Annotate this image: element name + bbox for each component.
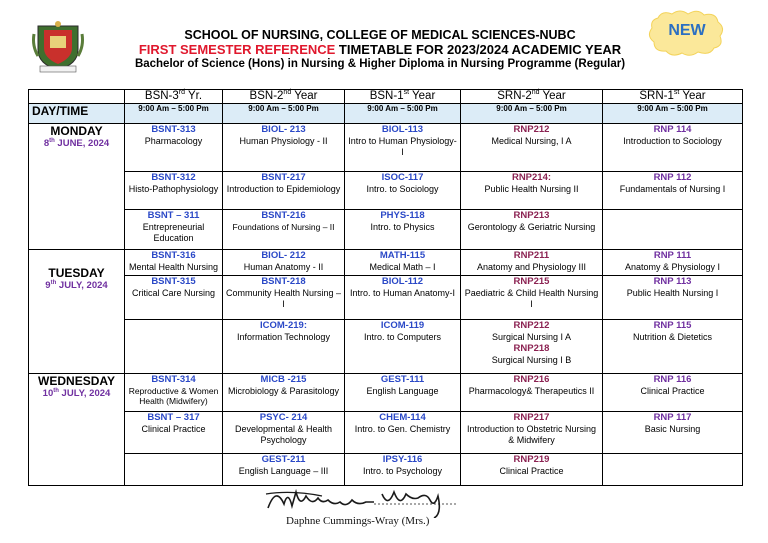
column-header-row: [29, 90, 743, 104]
course-name: Histo-Pathophysiology: [128, 184, 219, 194]
course-name: Basic Nursing: [644, 424, 701, 434]
course-cell: [223, 124, 345, 172]
course-cell: [223, 412, 345, 454]
course-name: Nutrition & Dietetics: [632, 332, 713, 342]
day-date: 9th JULY, 2024: [45, 279, 108, 291]
course-cell: [603, 374, 743, 412]
course-code: BSNT-315: [151, 276, 196, 287]
time-row: [29, 104, 743, 124]
course-code: IPSY-116: [382, 454, 423, 465]
course-code: GEST-111: [380, 374, 425, 385]
table-row: [29, 412, 743, 454]
new-badge-label: NEW: [668, 22, 706, 39]
course-name: Information Technology: [237, 332, 330, 342]
course-name: Public Health Nursing I: [626, 288, 719, 298]
course-code: PSYC- 214: [259, 412, 308, 423]
course-name: Entrepreneurial Education: [142, 222, 205, 243]
course-name: Gerontology & Geriatric Nursing: [467, 222, 596, 232]
course-name: Pharmacology: [144, 136, 203, 146]
course-code: RNP213: [513, 210, 550, 221]
course-cell: [461, 374, 603, 412]
course-code: RNP 114: [653, 124, 692, 135]
course-cell: [223, 320, 345, 374]
course-cell: [461, 320, 603, 374]
course-cell: [345, 320, 461, 374]
course-name: English Language: [366, 386, 439, 396]
new-badge: [648, 10, 726, 58]
empty-cell: [603, 210, 743, 250]
course-code: BIOL-112: [381, 276, 424, 287]
time-slot: 9:00 Am – 5:00 Pm: [345, 104, 461, 124]
course-code: RNP 111: [653, 250, 692, 261]
course-cell: [461, 210, 603, 250]
course-code: BSNT-313: [151, 124, 196, 135]
course-name: Medical Math – I: [369, 262, 436, 272]
course-code: CHEM-114: [379, 412, 426, 423]
course-cell: [125, 250, 223, 276]
time-slot: 9:00 Am – 5:00 Pm: [223, 104, 345, 124]
column-header-srn1: SRN-1st Year: [603, 90, 743, 104]
course-code: RNP217: [513, 412, 550, 423]
course-name: Human Anatomy - II: [243, 262, 324, 272]
course-cell: [345, 210, 461, 250]
day-name: WEDNESDAY: [38, 374, 115, 388]
course-cell: [345, 276, 461, 320]
day-date: 10th JULY, 2024: [42, 387, 111, 399]
course-cell: [125, 210, 223, 250]
course-name: Clinical Practice: [499, 466, 564, 476]
course-name: Critical Care Nursing: [131, 288, 216, 298]
table-row: [29, 124, 743, 172]
course-name: Surgical Nursing I B: [491, 355, 572, 365]
course-cell: [223, 172, 345, 210]
course-name: Clinical Practice: [640, 386, 705, 396]
page-header: [0, 0, 768, 88]
course-name: Anatomy and Physiology III: [476, 262, 587, 272]
column-header-bsn3: BSN-3rd Yr.: [125, 90, 223, 104]
course-cell: [461, 412, 603, 454]
course-code: BSNT-314: [151, 374, 196, 385]
table-row: [29, 210, 743, 250]
course-code: MATH-115: [379, 250, 426, 261]
day-cell-wednesday: [29, 374, 125, 486]
course-cell: [345, 250, 461, 276]
time-slot: 9:00 Am – 5:00 Pm: [125, 104, 223, 124]
course-code: BSNT-216: [261, 210, 306, 221]
table-row: [29, 276, 743, 320]
course-name: Intro. to Sociology: [366, 184, 439, 194]
table-row: [29, 320, 743, 374]
course-code: BIOL-113: [381, 124, 424, 135]
course-cell: [461, 276, 603, 320]
course-name: Intro. to Human Anatomy-I: [349, 288, 456, 298]
daytime-label: DAY/TIME: [29, 104, 125, 124]
column-header-bsn2: BSN-2nd Year: [223, 90, 345, 104]
course-code: BSNT-316: [151, 250, 196, 261]
course-code: RNP212: [513, 320, 550, 331]
table-row: [29, 250, 743, 276]
course-code: MICB -215: [260, 374, 307, 385]
course-cell: [345, 124, 461, 172]
course-cell: [461, 172, 603, 210]
course-name: Surgical Nursing I A: [491, 332, 572, 342]
day-date: 8th JUNE, 2024: [43, 137, 110, 149]
reference-highlight: FIRST SEMESTER REFERENCE: [138, 42, 336, 57]
course-code: RNP212: [513, 124, 550, 135]
course-code: RNP 117: [653, 412, 692, 423]
course-name: Human Physiology - II: [239, 136, 328, 146]
course-cell: [461, 124, 603, 172]
course-name: Intro. to Gen. Chemistry: [354, 424, 451, 434]
time-slot: 9:00 Am – 5:00 Pm: [461, 104, 603, 124]
course-code: RNP211: [513, 250, 550, 261]
course-name: Community Health Nursing – I: [225, 288, 342, 309]
column-header-bsn1: BSN-1st Year: [345, 90, 461, 104]
school-title: SCHOOL OF NURSING, COLLEGE OF MEDICAL SCIENCES-NUBC: [184, 28, 576, 42]
course-name: Public Health Nursing II: [484, 184, 579, 194]
course-code: ICOM-219:: [260, 320, 307, 331]
course-code: BSNT – 317: [147, 412, 200, 423]
course-cell: [345, 374, 461, 412]
college-crest-logo: [30, 20, 86, 74]
timetable: [28, 89, 743, 486]
course-name: Fundamentals of Nursing I: [619, 184, 726, 194]
course-name: Intro. to Physics: [370, 222, 435, 232]
course-code: BIOL- 213: [261, 124, 306, 135]
course-code: RNP 113: [653, 276, 692, 287]
course-cell: [603, 172, 743, 210]
course-code: ISOC-117: [381, 172, 424, 183]
course-code: RNP 112: [653, 172, 692, 183]
course-code: BSNT – 311: [147, 210, 200, 221]
course-cell: [603, 320, 743, 374]
course-code: RNP216: [513, 374, 550, 385]
day-name: TUESDAY: [48, 266, 105, 280]
course-name: Introduction to Sociology: [623, 136, 722, 146]
course-name: Introduction to Epidemiology: [226, 184, 341, 194]
course-name: Clinical Practice: [141, 424, 206, 434]
programme-subtitle: Bachelor of Science (Hons) in Nursing & Higher Diploma in Nursing Programme (Regular): [134, 58, 626, 70]
table-row: [29, 172, 743, 210]
course-name: Intro to Human Physiology-I: [348, 136, 457, 157]
corner-cell: [29, 90, 125, 104]
timetable-title-rest: TIMETABLE FOR 2023/2024 ACADEMIC YEAR: [335, 42, 622, 57]
course-cell: [125, 412, 223, 454]
empty-cell: [603, 454, 743, 486]
column-header-srn2: SRN-2nd Year: [461, 90, 603, 104]
course-code: GEST-211: [261, 454, 306, 465]
empty-cell: [125, 320, 223, 374]
time-slot: 9:00 Am – 5:00 Pm: [603, 104, 743, 124]
course-name: Microbiology & Parasitology: [227, 386, 340, 396]
table-row: [29, 374, 743, 412]
course-name: Anatomy & Physiology I: [624, 262, 721, 272]
course-name: Mental Health Nursing: [128, 262, 219, 272]
course-code: BSNT-218: [261, 276, 306, 287]
course-cell: [603, 250, 743, 276]
day-cell-monday: [29, 124, 125, 250]
course-name: Paediatric & Child Health Nursing I: [464, 288, 599, 309]
course-name: Foundations of Nursing – II: [232, 222, 335, 232]
course-cell: [125, 276, 223, 320]
course-name: Pharmacology& Therapeutics II: [468, 386, 595, 396]
course-cell: [603, 276, 743, 320]
timetable-title: [100, 42, 660, 57]
course-code: RNP 116: [653, 374, 692, 385]
course-cell: [223, 250, 345, 276]
course-code: ICOM-119: [380, 320, 425, 331]
course-cell: [345, 172, 461, 210]
course-code: BSNT-312: [151, 172, 196, 183]
course-name: Intro. to Psychology: [362, 466, 443, 476]
day-cell-tuesday: [29, 250, 125, 374]
course-code: PHYS-118: [380, 210, 425, 221]
course-name: Reproductive & Women Health (Midwifery): [128, 386, 219, 406]
course-cell: [223, 276, 345, 320]
course-code: RNP219: [513, 454, 550, 465]
course-code: BIOL- 212: [261, 250, 306, 261]
course-cell: [125, 124, 223, 172]
course-name: Medical Nursing, I A: [491, 136, 572, 146]
course-code: RNP215: [513, 276, 550, 287]
course-code: RNP218: [513, 343, 550, 354]
course-code: BSNT-217: [261, 172, 306, 183]
course-cell: [345, 412, 461, 454]
course-cell: [461, 250, 603, 276]
course-name: English Language – III: [238, 466, 329, 476]
course-cell: [603, 124, 743, 172]
course-cell: [223, 210, 345, 250]
course-name: Intro. to Computers: [363, 332, 442, 342]
course-cell: [125, 374, 223, 412]
course-code: RNP 115: [653, 320, 692, 331]
course-code: RNP214:: [511, 172, 552, 183]
course-name: Developmental & Health Psychology: [234, 424, 333, 445]
course-cell: [125, 172, 223, 210]
course-name: Introduction to Obstetric Nursing & Midwifery: [466, 424, 597, 445]
course-cell: [603, 412, 743, 454]
day-name: MONDAY: [50, 124, 103, 138]
course-cell: [461, 454, 603, 486]
course-cell: [223, 374, 345, 412]
empty-cell: [125, 454, 223, 486]
signature-image: [262, 478, 472, 542]
signatory-name: Daphne Cummings-Wray (Mrs.): [286, 515, 430, 527]
